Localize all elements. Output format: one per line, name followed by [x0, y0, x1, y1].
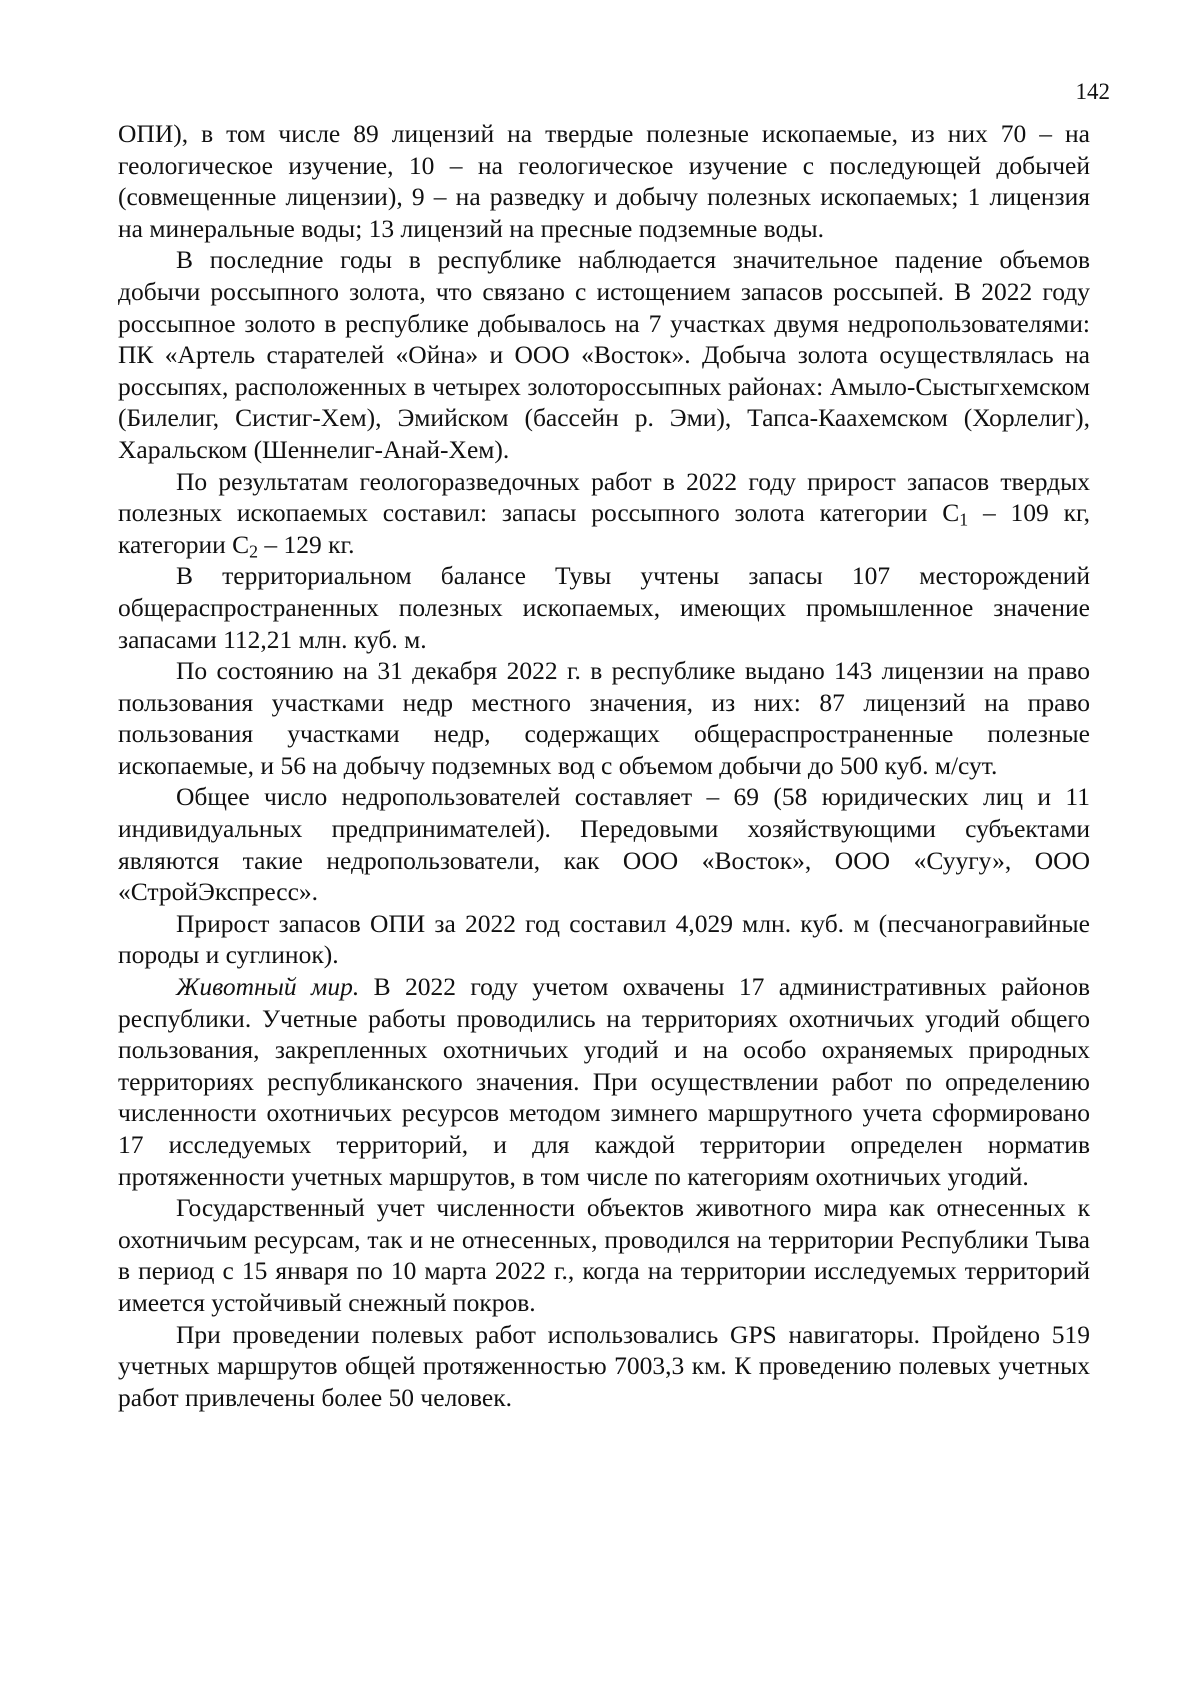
wildlife-heading: Животный мир. [176, 972, 360, 1002]
paragraph-placer-gold: В последние годы в республике наблюдается значительное падение объемов добычи россыпного золота, что связано с истощением запасов россыпей. В 2022 году россыпное золото в республике добывалось на 7 участках двумя недропользователями: ПК «Артель старателей «Ойна» и ООО «Восток». Добыча золота осуществлялась на россыпях, расположенных в четырех золотороссыпных районах: Амыло-Сыстыгхемском (Билелиг, Систиг-Хем), Эмийском (бассейн р. Эми), Тапса-Каахемском (Хорлелиг), Харальском (Шеннелиг-Анай-Хем). [118, 245, 1090, 464]
paragraph-subsoil-users: Общее число недропользователей составляет – 69 (58 юридических лиц и 11 индивидуальных предпринимателей). Передовыми хозяйствующими субъектами являются такие недропользователи, как ООО «Восток», ООО «Суугу», ООО «СтройЭкспресс». [118, 782, 1090, 907]
reserves-text-part-2: – 109 кг, категории С [118, 498, 1090, 559]
category-c1-subscript: 1 [959, 509, 969, 530]
paragraph-reserves-growth [118, 466, 1090, 561]
paragraph-field-work: При проведении полевых работ использовались GPS навигаторы. Пройдено 519 учетных маршрутов общей протяженностью 7003,3 км. К проведению полевых учетных работ привлечены более 50 человек. [118, 1319, 1090, 1412]
page-number: 142 [1075, 79, 1110, 104]
paragraph-wildlife [118, 971, 1090, 1192]
paragraph-state-census: Государственный учет численности объектов животного мира как отнесенных к охотничьим ресурсам, так и не отнесенных, проводился на территории Республики Тыва в период с 15 января по 10 марта 2022 г., когда на территории исследуемых территорий имеется устойчивый снежный покров. [118, 1193, 1090, 1317]
wildlife-text: В 2022 году учетом охвачены 17 административных районов республики. Учетные работы проводились на территориях охотничьих угодий общего пользования, закрепленных охотничьих угодий и на особо охраняемых природных территориях республиканского значения. При осуществлении работ по определению численности охотничьих ресурсов методом зимнего маршрутного учета сформировано 17 исследуемых территорий, и для каждой территории определен норматив протяженности учетных маршрутов, в том числе по категориям охотничьих угодий. [118, 972, 1090, 1191]
paragraph-opi-growth: Прирост запасов ОПИ за 2022 год составил 4,029 млн. куб. м (песчаногравийные породы и суглинок). [118, 908, 1090, 970]
paragraph-local-licenses: По состоянию на 31 декабря 2022 г. в республике выдано 143 лицензии на право пользования участками недр местного значения, из них: 87 лицензий на право пользования участками недр, содержащих общераспространенные полезные ископаемые, и 56 на добычу подземных вод с объемом добычи до 500 куб. м/сут. [118, 656, 1090, 780]
paragraph-territorial-balance: В территориальном балансе Тувы учтены запасы 107 месторождений общераспространенных полезных ископаемых, имеющих промышленное значение запасами 112,21 млн. куб. м. [118, 561, 1090, 654]
paragraph-licenses-continued: ОПИ), в том числе 89 лицензий на твердые полезные ископаемые, из них 70 – на геологическое изучение, 10 – на геологическое изучение с последующей добычей (совмещенные лицензии), 9 – на разведку и добычу полезных ископаемых; 1 лицензия на минеральные воды; 13 лицензий на пресные подземные воды. [118, 119, 1090, 243]
reserves-text-part-1: По результатам геологоразведочных работ в 2022 году прирост запасов твердых полезных ископаемых составил: запасы россыпного золота категории С [118, 466, 1090, 528]
reserves-text-part-3: – 129 кг. [258, 529, 355, 559]
body-text [118, 118, 1090, 1413]
category-c2-subscript: 2 [249, 541, 259, 562]
